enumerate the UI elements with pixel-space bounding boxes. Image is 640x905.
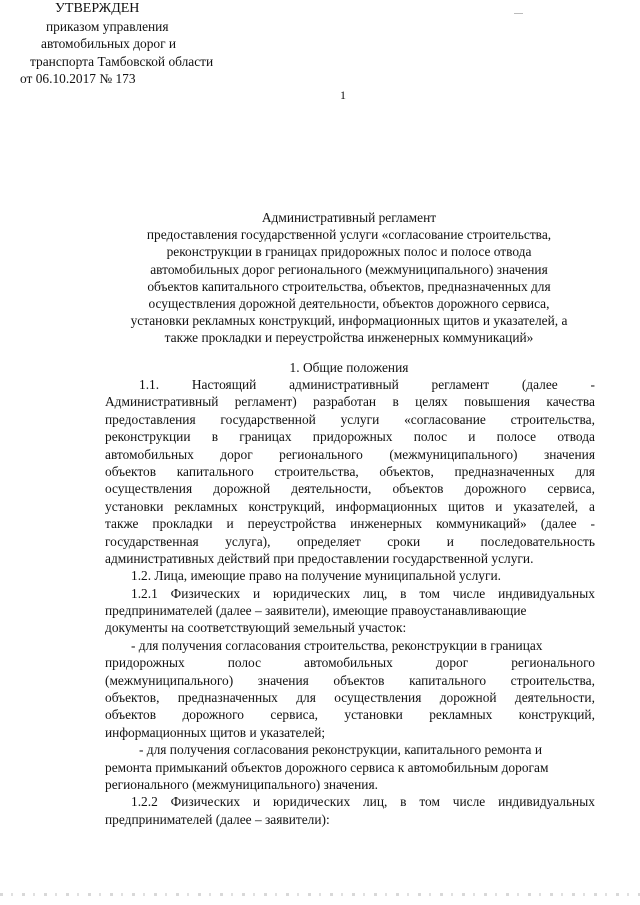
word: полос [413, 429, 448, 445]
paragraph-1-1-line: административных действий при предоставлении государственной услуги. [105, 550, 534, 566]
word: и [226, 516, 234, 532]
paragraph-1-1-line [105, 446, 595, 463]
word: объектов [392, 481, 444, 497]
word: а [589, 498, 595, 514]
paragraph-1-2-1-line: документы на соответствующий земельный участок: [105, 620, 407, 636]
word: сроки [387, 533, 421, 549]
word: дорожной [213, 481, 271, 497]
paragraph-1-1-line [105, 428, 595, 445]
word: лиц, [362, 794, 388, 810]
paragraph-1-1-line [105, 498, 595, 515]
word: предоставления [105, 411, 196, 427]
word: индивидуальных [498, 794, 595, 810]
paragraph-1-2-2-line: предпринимателей (далее – заявители): [105, 811, 330, 827]
word: индивидуальных [498, 585, 595, 601]
word: установки [105, 498, 164, 514]
bullet-1-line [105, 654, 595, 671]
word: переустройства [247, 516, 337, 532]
word: в [400, 585, 407, 601]
word: дорожной [439, 690, 497, 706]
word: для [296, 690, 316, 706]
word: деятельности, [291, 481, 372, 497]
word: определяет [296, 533, 361, 549]
word: в [400, 794, 407, 810]
word: реконструкции [105, 429, 191, 445]
word: Настоящий [191, 377, 257, 392]
document-title-line: объектов капитального строительства, объектов, предназначенных для [147, 278, 551, 294]
word: повышения [464, 394, 531, 410]
scan-mark [514, 13, 523, 14]
bullet-1-line: - для получения согласования строительства, реконструкции в границах [131, 637, 543, 653]
word: объектов [105, 707, 157, 723]
approval-stamp-block [0, 0, 230, 88]
word: полосе [496, 429, 537, 445]
word: и [495, 498, 503, 514]
document-body [105, 376, 595, 828]
word: юридических [272, 794, 351, 810]
word: числе [452, 585, 486, 601]
word: государственная [105, 533, 199, 549]
paragraph-1-1-line [105, 533, 595, 550]
word: прокладки [152, 516, 213, 532]
word: «согласование [404, 411, 486, 427]
document-title-line: установки рекламных конструкций, информационных щитов и указателей, а [130, 313, 568, 329]
word: юридических [272, 585, 351, 601]
word: том [419, 794, 440, 810]
word: в [211, 429, 219, 445]
paragraph-1-1-line [105, 393, 595, 410]
word: информационных [335, 498, 438, 514]
word: дорожного [182, 707, 244, 723]
word: для [575, 463, 595, 479]
word: дорог [435, 655, 469, 671]
word: числе [452, 794, 486, 810]
word: также [105, 516, 139, 532]
scan-edge-artifact [0, 893, 640, 896]
bullet-1-line [105, 706, 595, 723]
word: установки [344, 707, 403, 723]
word: отвода [557, 429, 595, 445]
bullet-2-line: регионального (межмуниципального) значения. [105, 776, 378, 792]
document-title-line: осуществления дорожной деятельности, объектов дорожного сервиса, [148, 296, 550, 312]
word: и [252, 585, 261, 601]
word: том [419, 585, 440, 601]
word: административный [289, 377, 399, 392]
word: границах [239, 429, 292, 445]
document-title-line: Административный регламент [261, 210, 437, 225]
word: (далее [521, 377, 558, 392]
word: - [590, 516, 595, 532]
word: регламент [431, 377, 490, 392]
word: предназначенных [454, 463, 555, 479]
word: Административный [105, 394, 219, 410]
word: объектов, [105, 690, 160, 706]
word: и [468, 429, 476, 445]
bullet-1-line: информационных щитов и указателей; [105, 724, 326, 740]
word: конструкций, [518, 707, 595, 723]
word: (межмуниципального) [389, 446, 518, 462]
approval-order-number: от 06.10.2017 № 173 [20, 71, 136, 86]
word: строительства, [510, 672, 595, 688]
document-title [108, 209, 590, 347]
word: и [252, 794, 261, 810]
paragraph-1-1-line [105, 411, 595, 428]
word: рекламных [429, 707, 493, 723]
word: 1.1. [139, 377, 160, 392]
word: разработан [313, 394, 377, 410]
bullet-1-line [105, 689, 595, 706]
word: автомобильных [105, 446, 194, 462]
word: капитального [176, 463, 254, 479]
word: коммуникаций» [436, 516, 527, 532]
word: государственной [220, 411, 316, 427]
word: осуществления [334, 690, 422, 706]
word: инженерных [350, 516, 423, 532]
word: регионального [511, 655, 595, 671]
paragraph-1-2-1-line: предпринимателей (далее – заявители), имеющие правоустанавливающие [105, 603, 527, 619]
approval-line: приказом управления [46, 18, 169, 34]
word: услуги [340, 411, 380, 427]
word: придорожных [312, 429, 393, 445]
word: 1.2.2 [131, 794, 158, 810]
paragraph-1-1-line [105, 376, 595, 393]
word: (далее [540, 516, 577, 532]
word: и [446, 533, 454, 549]
paragraph-1-1-line [105, 480, 595, 497]
document-title-line: предоставления государственной услуги «согласование строительства, [146, 227, 552, 243]
approval-title: УТВЕРЖДЕН [55, 1, 140, 16]
word: значения [543, 446, 595, 462]
word: конструкций, [248, 498, 325, 514]
word: сервиса, [547, 481, 595, 497]
paragraph-1-2-2-line [105, 793, 595, 810]
word: 1.2.1 [131, 585, 158, 601]
word: услуга), [225, 533, 271, 549]
word: целях [415, 394, 448, 410]
section-heading: 1. Общие положения [289, 360, 409, 375]
paragraph-1-1-line [105, 463, 595, 480]
word: рекламных [174, 498, 238, 514]
word: строительства, [510, 411, 595, 427]
word: лиц, [362, 585, 388, 601]
word: строительства, [274, 463, 359, 479]
word: последовательность [480, 533, 595, 549]
word: щитов [448, 498, 485, 514]
word: дорожного [464, 481, 527, 497]
document-title-line: автомобильных дорог регионального (межмуниципального) значения [150, 261, 548, 277]
word: дорог [220, 446, 253, 462]
word: в [392, 394, 399, 410]
bullet-1-line [105, 672, 595, 689]
word: деятельности, [514, 690, 595, 706]
word: регионального [279, 446, 363, 462]
word: указателей, [513, 498, 579, 514]
word: (межмуниципального) [105, 672, 234, 688]
word: Физических [170, 585, 241, 601]
paragraph-1-2-1-line [105, 585, 595, 602]
word: значения [257, 672, 309, 688]
word: капитального [409, 672, 487, 688]
word: объектов, [379, 463, 434, 479]
word: Физических [170, 794, 241, 810]
bullet-2-line: - для получения согласования реконструкции, капитального ремонта и [139, 742, 543, 758]
word: сервиса, [270, 707, 319, 723]
page-number: 1 [340, 88, 346, 102]
approval-line: автомобильных дорог и [41, 36, 177, 51]
document-title-line: реконструкции в границах придорожных полос и полосе отвода [166, 244, 532, 260]
word: объектов [105, 463, 157, 479]
word: придорожных [105, 655, 185, 671]
word: - [590, 377, 595, 392]
word: автомобильных [304, 655, 393, 671]
approval-line: транспорта Тамбовской области [30, 53, 214, 69]
word: предназначенных [177, 690, 278, 706]
word: регламент) [234, 394, 297, 410]
paragraph-1-1-line [105, 515, 595, 532]
word: осуществления [105, 481, 193, 497]
word: качества [546, 394, 595, 410]
word: полос [227, 655, 262, 671]
document-title-line: также прокладки и переустройства инженерных коммуникаций» [164, 330, 534, 346]
paragraph-1-2: 1.2. Лица, имеющие право на получение муниципальной услуги. [131, 568, 501, 584]
word: объектов [333, 672, 385, 688]
bullet-2-line: ремонта примыканий объектов дорожного сервиса к автомобильным дорогам [105, 759, 549, 775]
